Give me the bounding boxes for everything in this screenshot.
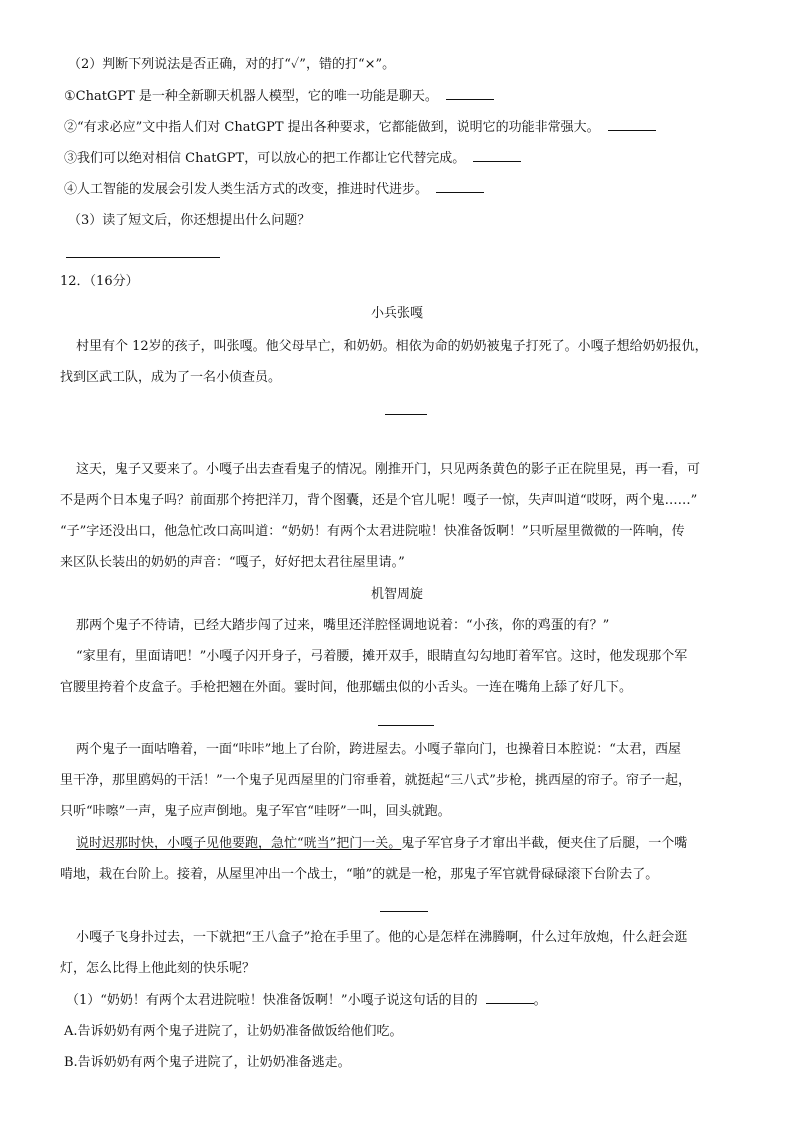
para7-line2: 灯，怎么比得上他此刻的快乐呢？ xyxy=(60,961,256,976)
para3-line1: 那两个鬼子不待请，已经大踏步闯了过来，嘴里还洋腔怪调地说着：“小孩，你的鸡蛋的有？” xyxy=(76,618,610,633)
statement-2: ②“有求必应”文中指人们对 ChatGPT 提出各种要求，它都能做到，说明它的功能非常强大。 xyxy=(64,119,656,137)
statement-1: ①ChatGPT 是一种全新聊天机器人模型，它的唯一功能是聊天。 xyxy=(64,88,494,106)
section-title-2: 机智周旋 xyxy=(370,587,423,602)
statement-4: ④人工智能的发展会引发人类生活方式的改变，推进时代进步。 xyxy=(64,181,484,199)
underlined-sentence: 说时迟那时快，小嘎子见他要跑，急忙“咣当”把门一关。 xyxy=(76,836,402,851)
part2-prompt: （2）判断下列说法是否正确，对的打“✓”，错的打“×”。 xyxy=(68,57,396,72)
para5-line3: 只听“咔嚓”一声，鬼子应声倒地。鬼子军官“哇呀”一叫，回头就跑。 xyxy=(60,804,451,819)
title-blank-2[interactable] xyxy=(378,725,434,726)
para6-line1: 说时迟那时快，小嘎子见他要跑，急忙“咣当”把门一关。鬼子军官身子才窜出半截，便夹住了后腿，一个嘴 xyxy=(76,836,688,851)
para4-line2: 官腰里挎着个皮盒子。手枪把翘在外面。霎时间，他那蠕虫似的小舌头。一连在嘴角上舔了好几下。 xyxy=(60,680,633,695)
para5-line2: 里干净，那里鸥妈的干活！”一个鬼子见西屋里的门帘垂着，就挺起“三八式”步枪，挑西屋的帘子。帘子一起， xyxy=(60,773,691,788)
para2-line3: “子”字还没出口，他急忙改口高叫道：“奶奶！有两个太君进院啦！快准备饭啊！”只听屋里微微的一阵响，传 xyxy=(60,524,685,539)
para2-line1: 这天，鬼子又要来了。小嘎子出去查看鬼子的情况。刚推开门，只见两条黄色的影子正在院里晃，再一看，可 xyxy=(76,462,701,477)
para4-line1: “家里有，里面请吧！”小嘎子闪开身子，弓着腰，摊开双手，眼睛直勾勾地盯着军官。这时，他发现那个军 xyxy=(76,649,688,664)
para7-line1: 小嘎子飞身扑过去，一下就把“王八盒子”抢在手里了。他的心是怎样在沸腾啊，什么过年放炮，什么赶会逛 xyxy=(76,930,688,945)
part3-answer-line[interactable] xyxy=(66,257,220,258)
question-12-header: 12．（16分） xyxy=(60,274,139,289)
statement-3: ③我们可以绝对相信 ChatGPT，可以放心的把工作都让它代替完成。 xyxy=(64,150,521,168)
option-a[interactable]: A.告诉奶奶有两个鬼子进院了，让奶奶准备做饭给他们吃。 xyxy=(64,1024,403,1039)
option-b[interactable]: B.告诉奶奶有两个鬼子进院了，让奶奶准备逃走。 xyxy=(64,1055,351,1070)
section-title-1: 小兵张嘎 xyxy=(370,306,423,321)
subquestion-1-blank[interactable] xyxy=(486,992,534,1004)
answer-blank-3[interactable] xyxy=(473,150,521,162)
title-blank-3[interactable] xyxy=(380,911,428,912)
para2-line2: 不是两个日本鬼子吗？前面那个挎把洋刀，背个图囊，还是个官儿呢！嘎子一惊，失声叫道“哎呀，两个鬼……” xyxy=(60,493,698,508)
para1-line1: 村里有个 12岁的孩子，叫张嘎。他父母早亡，和奶奶。相依为命的奶奶被鬼子打死了。小嘎子想给奶奶报仇， xyxy=(76,339,708,354)
answer-blank-1[interactable] xyxy=(446,88,494,100)
subquestion-1: （1）“奶奶！有两个太君进院啦！快准备饭啊！”小嘎子说这句话的目的 。 xyxy=(66,993,547,1008)
para6-line2: 啃地，栽在台阶上。接着，从屋里冲出一个战士，“啪”的就是一枪，那鬼子军官就骨碌碌滚下台阶去了。 xyxy=(60,867,659,882)
part3-prompt: （3）读了短文后，你还想提出什么问题？ xyxy=(68,213,311,228)
para1-line2: 找到区武工队，成为了一名小侦查员。 xyxy=(60,370,282,385)
para5-line1: 两个鬼子一面咕噜着，一面“咔咔”地上了台阶，跨进屋去。小嘎子靠向门，也操着日本腔说：“太君，西屋 xyxy=(76,742,681,757)
answer-blank-2[interactable] xyxy=(608,119,656,131)
title-blank-1[interactable] xyxy=(385,414,427,415)
answer-blank-4[interactable] xyxy=(436,181,484,193)
para2-line4: 来区队长装出的奶奶的声音：“嘎子，好好把太君往屋里请。” xyxy=(60,555,405,570)
